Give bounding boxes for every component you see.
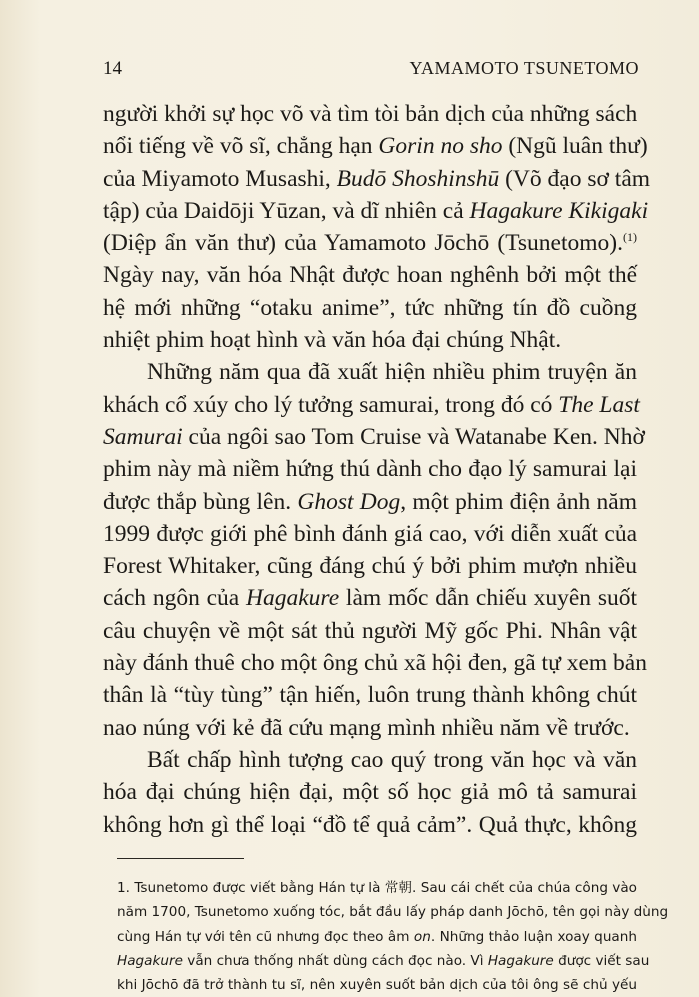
body-text xyxy=(103,98,651,841)
footnote-divider xyxy=(117,858,244,859)
film-title: Ghost Dog xyxy=(297,488,401,515)
text-line: của Miyamoto Musashi, Budō Shoshinshū (Võ đạo sơ tâm xyxy=(103,165,651,192)
page-header xyxy=(103,58,639,88)
film-title: The Last xyxy=(558,391,640,418)
book-title: Hagakure xyxy=(246,585,340,612)
text-line: (Diệp ẩn văn thư) của Yamamoto Jōchō (Tsunetomo).$^{(1)}$ xyxy=(103,230,637,257)
text-line: được thắp bùng lên. Ghost Dog, một phim điện ảnh năm xyxy=(103,488,638,515)
footnote-line: 1. Tsunetomo được viết bằng Hán tự là 常朝. Sau cái chết của chúa công vào xyxy=(117,880,637,896)
text-line: khách cổ xúy cho lý tưởng samurai, trong đó có The Last xyxy=(103,391,640,418)
film-title: Samurai xyxy=(103,423,183,450)
footnote-line: Hagakure vẫn chưa thống nhất dùng cách đọc nào. Vì Hagakure được viết sau xyxy=(117,952,650,969)
text-line: cách ngôn của Hagakure làm mốc dẫn chiếu xuyên suốt xyxy=(103,585,638,612)
text-line: câu chuyện về một sát thủ người Mỹ gốc Phi. Nhân vật xyxy=(103,617,637,644)
text-line: nao núng với kẻ đã cứu mạng mình nhiều năm về trước. xyxy=(103,714,630,741)
text-line: hệ mới những “otaku anime”, tức những tín đồ cuồng xyxy=(103,294,637,321)
page-number: 14 xyxy=(103,58,122,79)
text-line: tập) của Daidōji Yūzan, và dĩ nhiên cả Hagakure Kikigaki xyxy=(103,197,649,224)
text-line: nổi tiếng về võ sĩ, chẳng hạn Gorin no sho (Ngũ luân thư) xyxy=(103,133,648,160)
text-line: Ngày nay, văn hóa Nhật được hoan nghênh bởi một thế xyxy=(103,262,637,289)
text-line: Những năm qua đã xuất hiện nhiều phim truyện ăn xyxy=(147,359,637,386)
text-line: này đánh thuê cho một ông chủ xã hội đen, gã tự xem bản xyxy=(103,650,647,677)
footnote-line: năm 1700, Tsunetomo xuống tóc, bắt đầu lấy pháp danh Jōchō, tên gọi này dùng xyxy=(117,904,669,921)
book-title: Budō Shoshinshū xyxy=(336,165,500,192)
text-line: Forest Whitaker, cũng đáng chú ý bởi phim mượn nhiều xyxy=(103,553,637,580)
text-line: phim này mà niềm hứng thú dành cho đạo lý samurai lại xyxy=(103,456,637,483)
footnote-line: khi Jōchō đã trở thành tu sĩ, nên xuyên suốt bản dịch của tôi ông sẽ chủ yếu xyxy=(117,977,637,994)
text-line: thân là “tùy tùng” tận hiến, luôn trung thành không chút xyxy=(103,682,637,709)
text-line: 1999 được giới phê bình đánh giá cao, với diễn xuất của xyxy=(103,520,637,547)
text-line: hóa đại chúng hiện đại, một số học giả mô tả samurai xyxy=(103,779,637,806)
footnote xyxy=(117,876,669,997)
book-title: Hagakure Kikigaki xyxy=(469,197,649,224)
text-line: không hơn gì thể loại “đồ tể quả cảm”. Quả thực, không xyxy=(103,811,637,838)
text-line: Samurai của ngôi sao Tom Cruise và Watanabe Ken. Nhờ xyxy=(103,423,645,450)
text-line: nhiệt phim hoạt hình và văn hóa đại chúng Nhật. xyxy=(103,327,562,354)
text-line: Bất chấp hình tượng cao quý trong văn học và văn xyxy=(147,746,637,773)
text-line: người khởi sự học võ và tìm tòi bản dịch của những sách xyxy=(103,101,638,127)
footnote-line: cùng Hán tự với tên cũ nhưng đọc theo âm on. Những thảo luận xoay quanh xyxy=(117,928,637,945)
running-head: YAMAMOTO TSUNETOMO xyxy=(409,58,639,78)
book-title: Gorin no sho xyxy=(378,133,503,160)
footnote-marker: (1) xyxy=(623,230,637,245)
